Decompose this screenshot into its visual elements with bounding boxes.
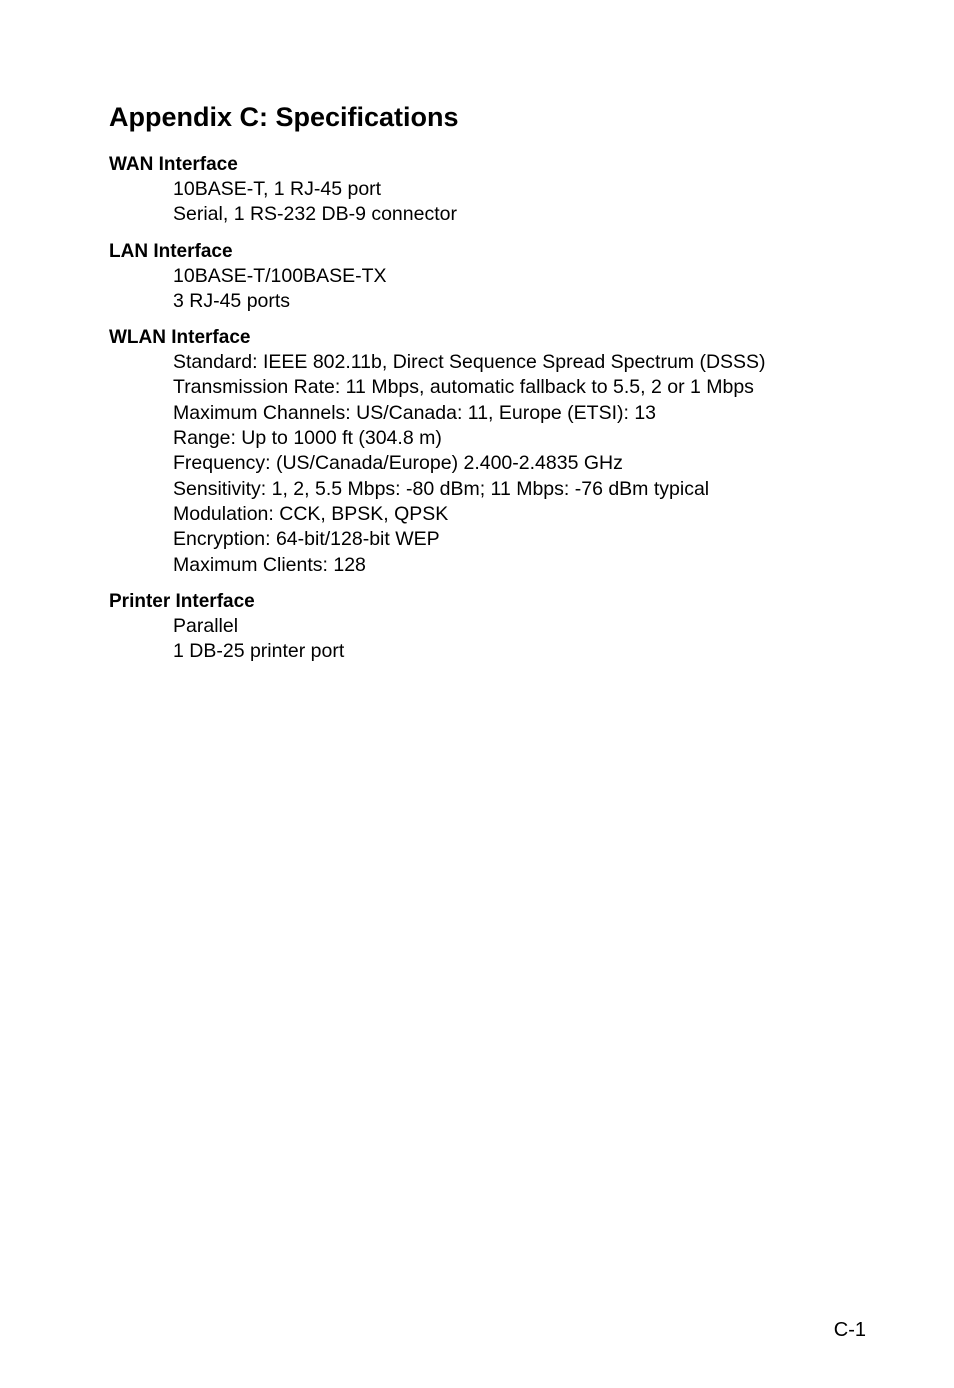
spec-line: 10BASE-T/100BASE-TX bbox=[173, 264, 387, 287]
spec-list bbox=[109, 264, 909, 315]
spec-list bbox=[109, 350, 909, 578]
spec-line: 1 DB-25 printer port bbox=[173, 640, 345, 663]
spec-line: Maximum Channels: US/Canada: 11, Europe (ETSI): 13 bbox=[173, 401, 657, 424]
spec-line: Transmission Rate: 11 Mbps, automatic fallback to 5.5, 2 or 1 Mbps bbox=[173, 376, 754, 399]
spec-line: Frequency: (US/Canada/Europe) 2.400-2.4835 GHz bbox=[173, 452, 623, 475]
spec-line: Encryption: 64-bit/128-bit WEP bbox=[173, 528, 440, 551]
section-wan-interface bbox=[109, 152, 909, 228]
spec-line: Range: Up to 1000 ft (304.8 m) bbox=[173, 427, 442, 450]
spec-line: 10BASE-T, 1 RJ-45 port bbox=[173, 178, 382, 200]
section-wlan-interface bbox=[109, 325, 909, 578]
spec-line: Modulation: CCK, BPSK, QPSK bbox=[173, 502, 449, 525]
spec-line: Parallel bbox=[173, 614, 239, 637]
spec-line: Maximum Clients: 128 bbox=[173, 553, 366, 576]
section-lan-interface bbox=[109, 239, 909, 315]
section-heading: WLAN Interface bbox=[109, 327, 251, 349]
section-heading: LAN Interface bbox=[109, 240, 233, 262]
spec-list bbox=[109, 614, 909, 665]
section-printer-interface bbox=[109, 589, 909, 665]
spec-line: Sensitivity: 1, 2, 5.5 Mbps: -80 dBm; 11 Mbps: -76 dBm typical bbox=[173, 477, 710, 500]
page-title: Appendix C: Specifications bbox=[109, 102, 459, 132]
spec-line: Standard: IEEE 802.11b, Direct Sequence Spread Spectrum (DSSS) bbox=[173, 351, 766, 374]
spec-list bbox=[109, 177, 909, 228]
section-heading: Printer Interface bbox=[109, 590, 255, 612]
spec-line: 3 RJ-45 ports bbox=[173, 289, 291, 312]
section-heading: WAN Interface bbox=[109, 154, 238, 175]
spec-line: Serial, 1 RS-232 DB-9 connector bbox=[173, 203, 457, 226]
specifications-sections bbox=[109, 152, 909, 675]
page-number: C-1 bbox=[833, 1319, 866, 1341]
